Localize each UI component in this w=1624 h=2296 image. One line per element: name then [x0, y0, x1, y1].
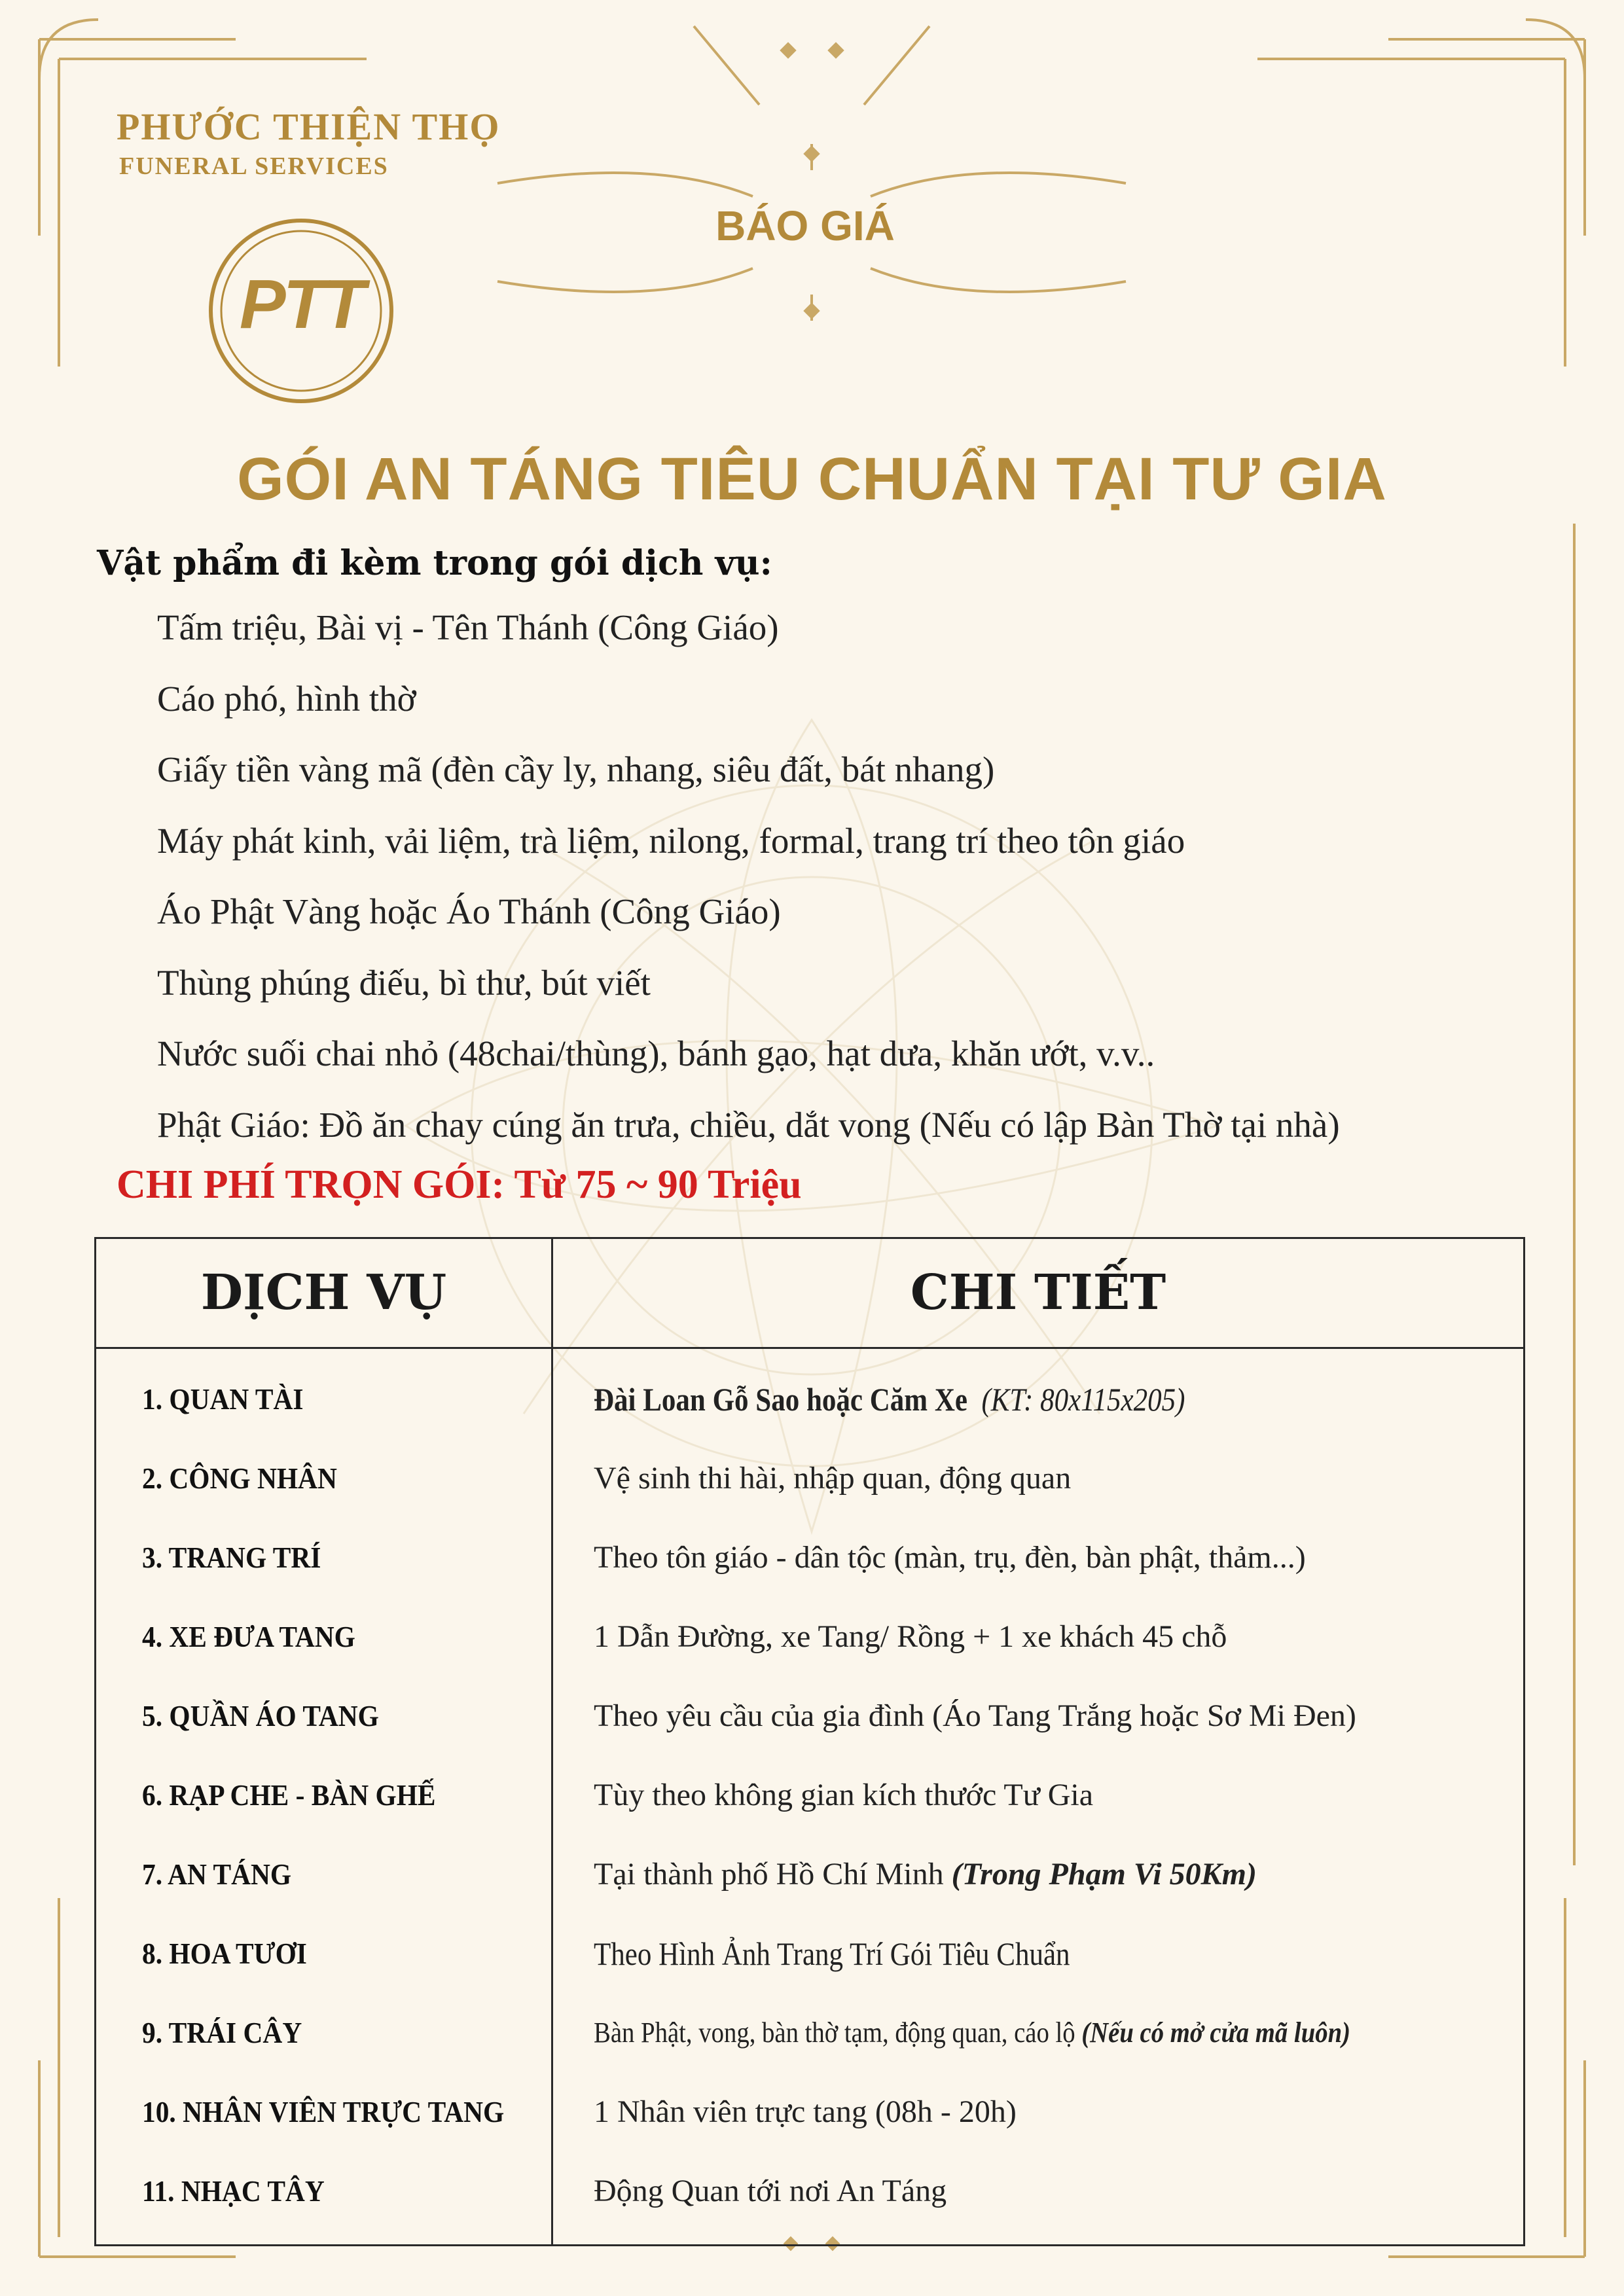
service-detail — [594, 2003, 1350, 2062]
detail-note: (KT: 80x115x205) — [981, 1381, 1185, 1418]
detail-note: (Nếu có mở cửa mã luôn) — [1081, 2017, 1351, 2049]
list-item: Nước suối chai nhỏ (48chai/thùng), bánh gạo, hạt dưa, khăn ướt, v.v.. — [157, 1033, 1155, 1073]
list-item: Áo Phật Vàng hoặc Áo Thánh (Công Giáo) — [157, 891, 781, 931]
items-heading: Vật phẩm đi kèm trong gói dịch vụ: — [97, 543, 772, 583]
service-name: 4. XE ĐƯA TANG — [142, 1620, 355, 1653]
table-row — [96, 2162, 1523, 2241]
detail-note: (Trong Phạm Vi 50Km) — [951, 1857, 1257, 1892]
service-detail: Tùy theo không gian kích thước Tư Gia — [594, 1778, 1094, 1812]
brand-logo-text: PTT — [239, 266, 363, 343]
table-row — [96, 1528, 1523, 1607]
items-list — [157, 601, 1340, 1169]
list-item: Máy phát kinh, vải liệm, trà liệm, nilong, formal, trang trí theo tôn giáo — [157, 820, 1185, 861]
table-row — [96, 1607, 1523, 1687]
page-title: GÓI AN TÁNG TIÊU CHUẨN TẠI TƯ GIA — [237, 446, 1387, 512]
header-divider — [96, 1347, 1523, 1349]
service-name: 3. TRANG TRÍ — [142, 1541, 321, 1574]
detail-main: Tại thành phố Hồ Chí Minh — [594, 1857, 944, 1892]
list-item: Thùng phúng điếu, bì thư, bút viết — [157, 962, 651, 1003]
table-row — [96, 1449, 1523, 1528]
brand-name: PHƯỚC THIỆN THỌ — [117, 105, 501, 148]
service-detail: Động Quan tới nơi An Táng — [594, 2174, 947, 2208]
price-line: CHI PHÍ TRỌN GÓI: Từ 75 ~ 90 Triệu — [117, 1162, 802, 1207]
service-detail: Theo tôn giáo - dân tộc (màn, trụ, đèn, bàn phật, thảm...) — [594, 1540, 1306, 1575]
service-name: 9. TRÁI CÂY — [142, 2016, 302, 2049]
service-name: 2. CÔNG NHÂN — [142, 1462, 337, 1495]
table-row — [96, 1845, 1523, 1924]
service-name: 8. HOA TƯƠI — [142, 1937, 307, 1970]
header-service: DỊCH VỤ — [200, 1265, 447, 1321]
service-name: 11. NHẠC TÂY — [142, 2174, 325, 2208]
table-row — [96, 2083, 1523, 2162]
service-name: 6. RẠP CHE - BÀN GHẾ — [142, 1778, 436, 1812]
service-name: 1. QUAN TÀI — [142, 1382, 304, 1416]
service-name: 10. NHÂN VIÊN TRỰC TANG — [142, 2095, 505, 2128]
table-rows — [96, 1370, 1523, 2241]
service-detail — [594, 1370, 1185, 1429]
service-detail: 1 Nhân viên trực tang (08h - 20h) — [594, 2094, 1017, 2129]
table-row — [96, 1766, 1523, 1845]
service-detail — [594, 1845, 1257, 1904]
detail-main: Đài Loan Gỗ Sao hoặc Căm Xe — [594, 1381, 967, 1418]
detail-main: Bàn Phật, vong, bàn thờ tạm, động quan, cáo lộ — [594, 2017, 1075, 2049]
header-detail: CHI TIẾT — [910, 1265, 1166, 1321]
quote-badge: BÁO GIÁ — [715, 202, 895, 249]
service-detail: 1 Dẫn Đường, xe Tang/ Rồng + 1 xe khách 45 chỗ — [594, 1619, 1227, 1654]
service-detail: Vệ sinh thi hài, nhập quan, động quan — [594, 1461, 1072, 1496]
list-item: Giấy tiền vàng mã (đèn cầy ly, nhang, siêu đất, bát nhang) — [157, 749, 995, 789]
list-item: Tấm triệu, Bài vị - Tên Thánh (Công Giáo) — [157, 607, 779, 647]
table-row — [96, 1370, 1523, 1449]
service-table — [94, 1237, 1525, 2246]
service-detail: Theo yêu cầu của gia đình (Áo Tang Trắng hoặc Sơ Mi Đen) — [594, 1698, 1356, 1733]
list-item: Phật Giáo: Đồ ăn chay cúng ăn trưa, chiều, dắt vong (Nếu có lập Bàn Thờ tại nhà) — [157, 1104, 1340, 1145]
service-detail: Theo Hình Ảnh Trang Trí Gói Tiêu Chuẩn — [594, 1935, 1070, 1972]
table-row — [96, 2003, 1523, 2083]
brand-subtitle: FUNERAL SERVICES — [119, 152, 389, 180]
service-name: 7. AN TÁNG — [142, 1857, 292, 1891]
table-row — [96, 1924, 1523, 2003]
list-item: Cáo phó, hình thờ — [157, 678, 416, 719]
table-row — [96, 1687, 1523, 1766]
service-name: 5. QUẦN ÁO TANG — [142, 1699, 379, 1732]
